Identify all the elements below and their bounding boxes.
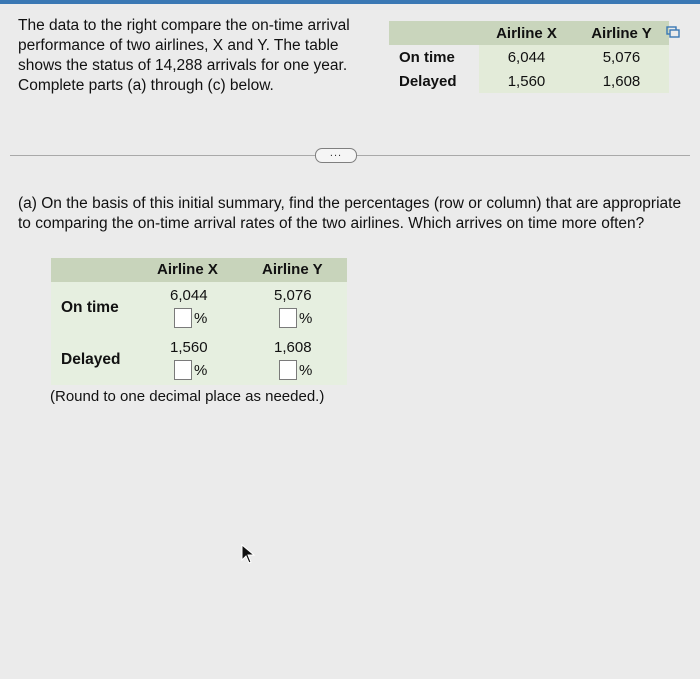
cell-delayed-x: 1,560 [479, 69, 574, 93]
ans-on-time-x-count: 6,044 [170, 287, 208, 304]
answer-table [51, 258, 347, 385]
percent-sign: % [299, 310, 313, 327]
top-accent-bar [0, 0, 700, 4]
ans-col-header-airline-x: Airline X [157, 261, 218, 278]
col-header-airline-y: Airline Y [574, 21, 669, 45]
row-label-on-time: On time [399, 48, 455, 66]
on-time-x-percent-input[interactable] [174, 308, 192, 328]
row-label-delayed: Delayed [399, 72, 457, 90]
col-header-airline-x: Airline X [479, 21, 574, 45]
cell-on-time-x: 6,044 [479, 45, 574, 69]
percent-sign: % [299, 362, 313, 379]
answer-table-header [51, 258, 347, 282]
table-corner [389, 21, 479, 45]
ans-delayed-y-count: 1,608 [274, 339, 312, 356]
ans-row-label-delayed: Delayed [61, 351, 121, 368]
copy-data-icon[interactable] [666, 26, 680, 38]
ans-col-header-airline-y: Airline Y [262, 261, 323, 278]
percent-sign: % [194, 310, 208, 327]
part-a-question: (a) On the basis of this initial summary, find the percentages (row or column) that are appropriate to comparing the on-time arrival rates of the two airlines. Which arrives on time more often? [18, 195, 682, 232]
rounding-note: (Round to one decimal place as needed.) [50, 388, 325, 405]
ans-row-label-on-time: On time [61, 299, 119, 316]
data-table [389, 21, 669, 93]
on-time-y-percent-input[interactable] [279, 308, 297, 328]
cell-delayed-y: 1,608 [574, 69, 669, 93]
mouse-cursor-icon [240, 544, 256, 566]
delayed-x-percent-input[interactable] [174, 360, 192, 380]
ans-delayed-x-count: 1,560 [170, 339, 208, 356]
percent-sign: % [194, 362, 208, 379]
delayed-y-percent-input[interactable] [279, 360, 297, 380]
expand-more-button[interactable]: ... [315, 148, 357, 163]
ans-on-time-y-count: 5,076 [274, 287, 312, 304]
cell-on-time-y: 5,076 [574, 45, 669, 69]
problem-intro: The data to the right compare the on-time arrival performance of two airlines, X and Y. The table shows the status of 14,288 arrivals for one year. Complete parts (a) through (c) below. [18, 17, 350, 94]
